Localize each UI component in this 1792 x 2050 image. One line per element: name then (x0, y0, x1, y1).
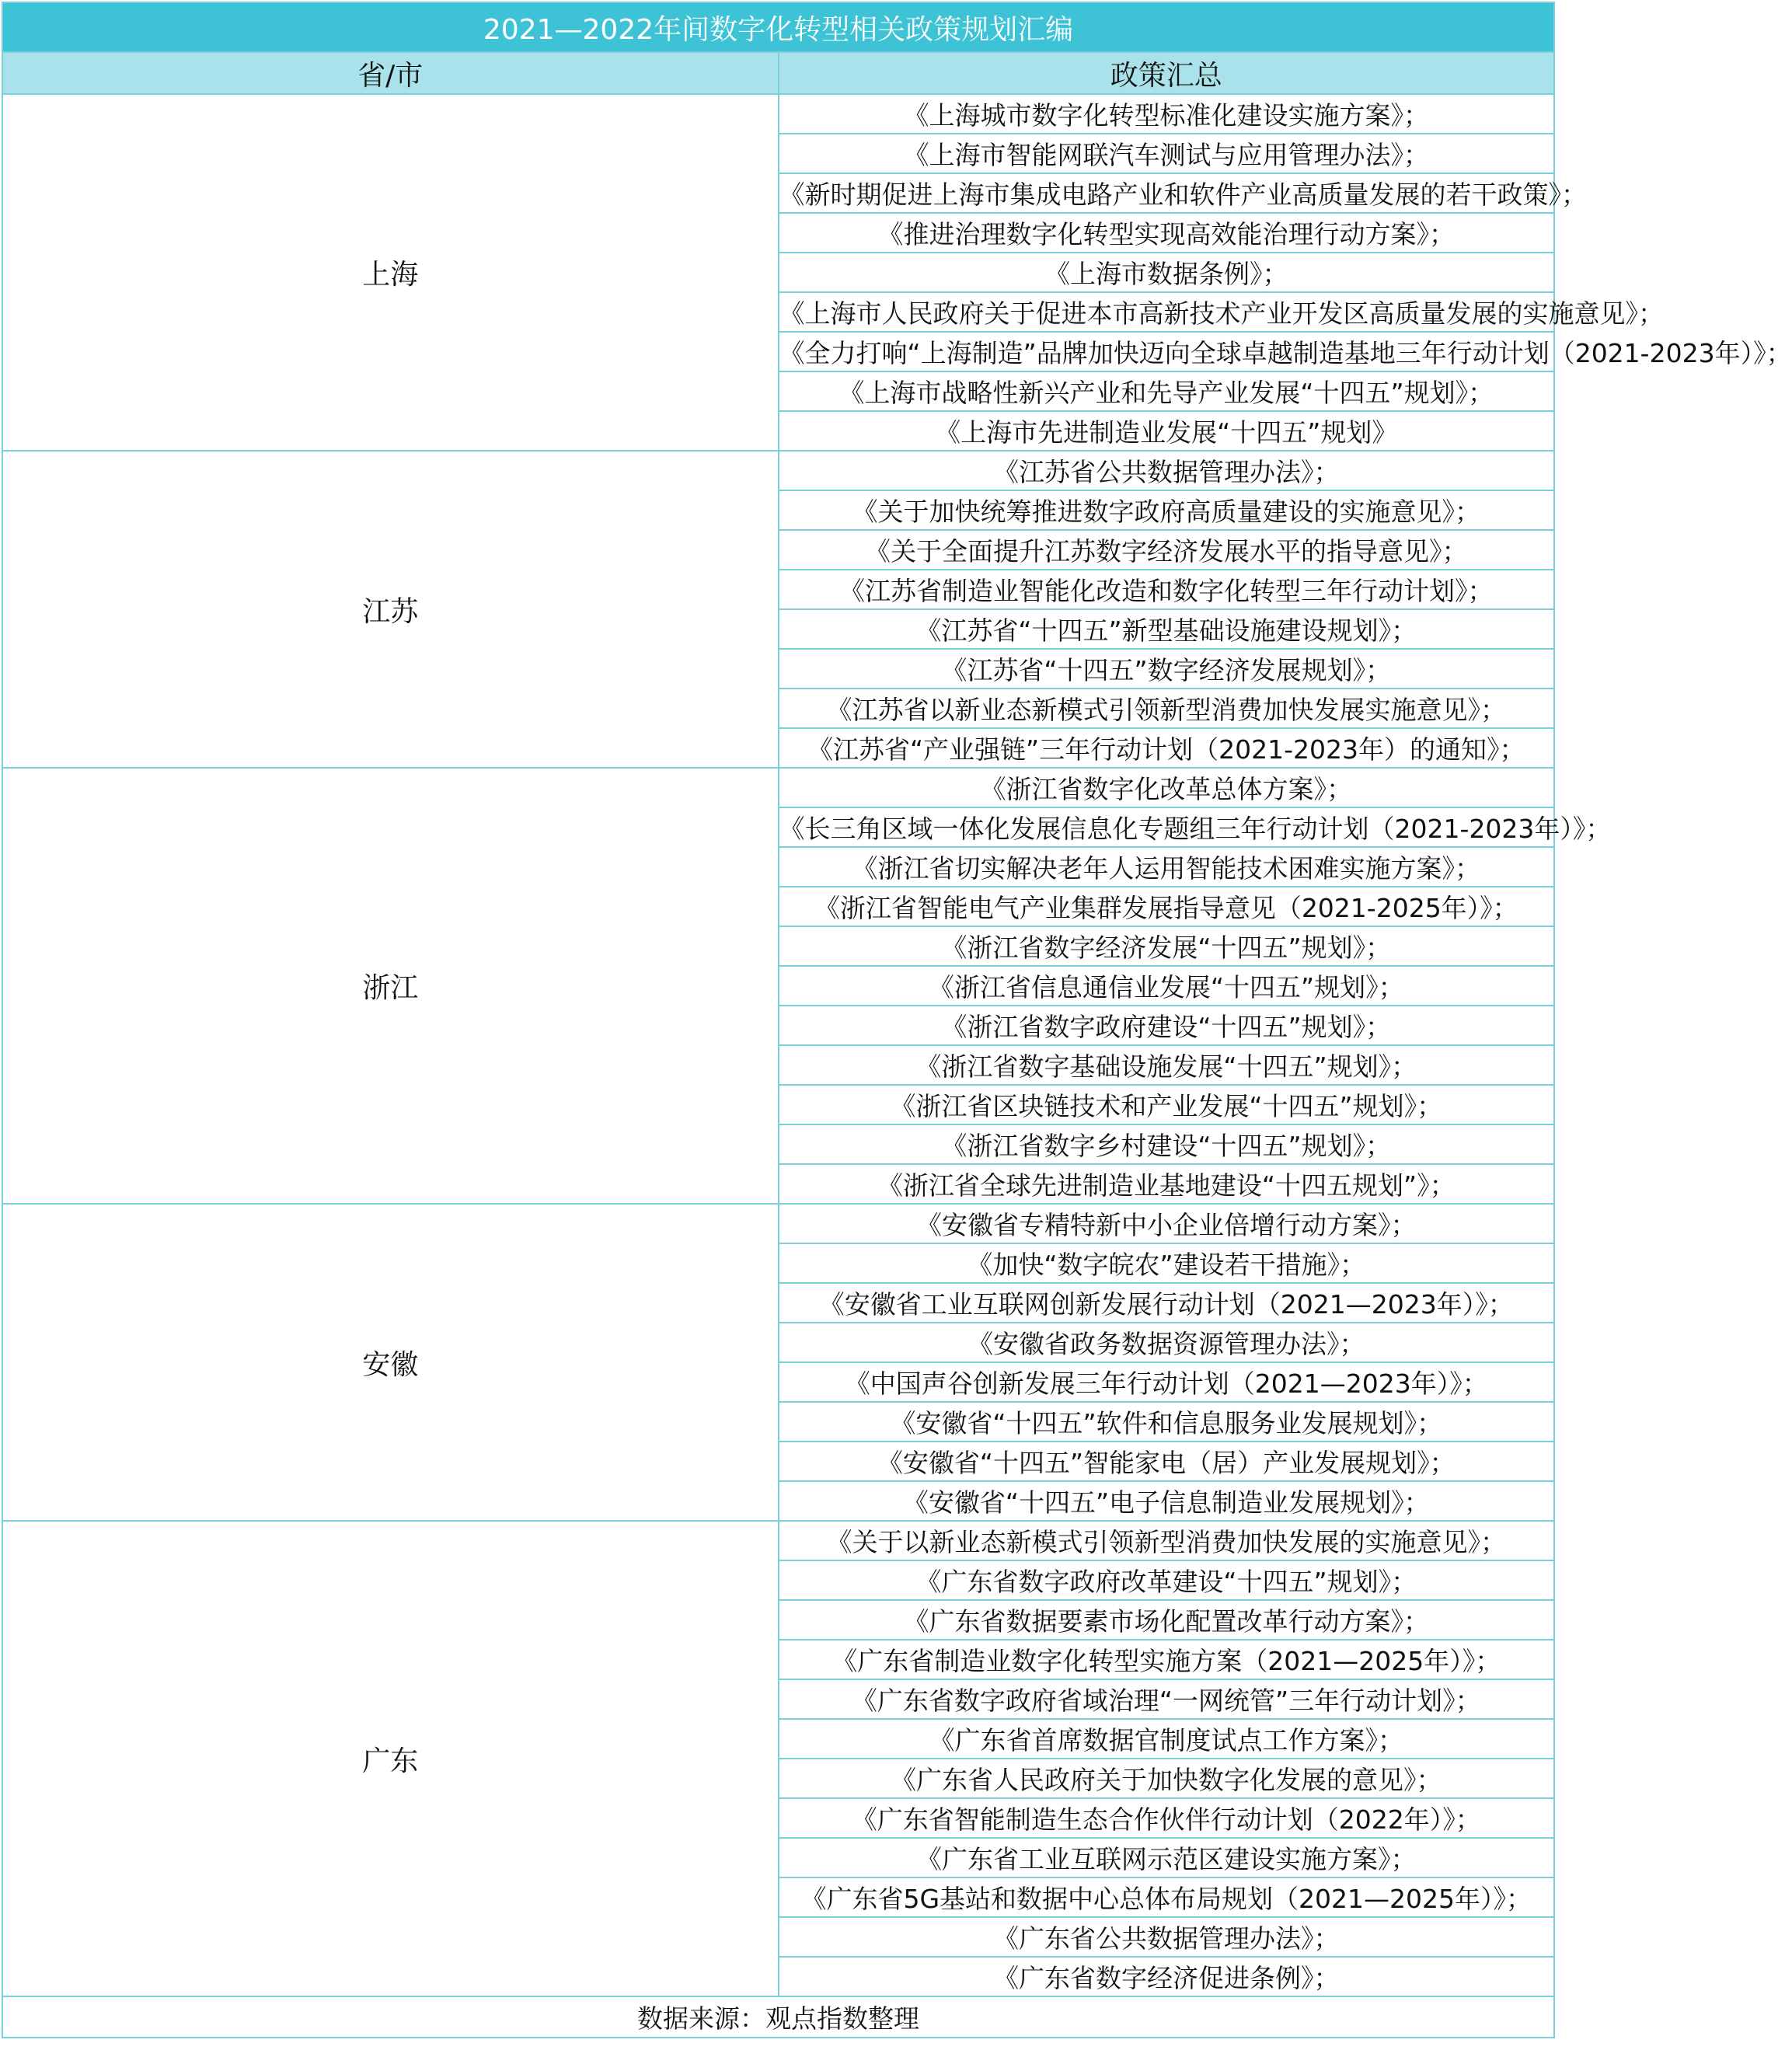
province-cell: 浙江 (2, 768, 779, 1204)
policy-cell: 《推进治理数字化转型实现高效能治理行动方案》； (779, 213, 1555, 253)
policy-cell: 《中国声谷创新发展三年行动计划（2021—2023年）》； (779, 1362, 1555, 1402)
policy-cell: 《浙江省数字乡村建设“十四五”规划》； (779, 1124, 1555, 1164)
policy-cell: 《安徽省“十四五”电子信息制造业发展规划》； (779, 1481, 1555, 1521)
policy-cell: 《江苏省以新业态新模式引领新型消费加快发展实施意见》； (779, 689, 1555, 728)
policy-cell: 《江苏省制造业智能化改造和数字化转型三年行动计划》； (779, 570, 1555, 609)
table-row (2, 768, 1554, 807)
policy-cell: 《加快“数字皖农”建设若干措施》； (779, 1243, 1555, 1283)
province-cell: 广东 (2, 1521, 779, 1996)
data-source-note: 数据来源：观点指数整理 (2, 1996, 1554, 2038)
policy-cell: 《上海市先进制造业发展“十四五”规划》 (779, 411, 1555, 451)
policy-cell: 《广东省制造业数字化转型实施方案（2021—2025年）》； (779, 1640, 1555, 1679)
policy-cell: 《浙江省智能电气产业集群发展指导意见（2021-2025年）》； (779, 887, 1555, 926)
policy-cell: 《关于全面提升江苏数字经济发展水平的指导意见》； (779, 530, 1555, 570)
province-cell: 江苏 (2, 451, 779, 768)
policy-cell: 《广东省数字经济促进条例》； (779, 1957, 1555, 1996)
policy-cell: 《关于加快统筹推进数字政府高质量建设的实施意见》； (779, 490, 1555, 530)
policy-cell: 《浙江省数字基础设施发展“十四五”规划》； (779, 1045, 1555, 1085)
policy-cell: 《关于以新业态新模式引领新型消费加快发展的实施意见》； (779, 1521, 1555, 1560)
policy-cell: 《安徽省“十四五”智能家电（居）产业发展规划》； (779, 1442, 1555, 1481)
policy-cell: 《浙江省数字化改革总体方案》； (779, 768, 1555, 807)
policy-cell: 《安徽省“十四五”软件和信息服务业发展规划》； (779, 1402, 1555, 1442)
policy-cell: 《广东省数据要素市场化配置改革行动方案》； (779, 1600, 1555, 1640)
province-cell: 安徽 (2, 1204, 779, 1521)
policy-cell: 《广东省数字政府改革建设“十四五”规划》； (779, 1560, 1555, 1600)
policy-cell: 《新时期促进上海市集成电路产业和软件产业高质量发展的若干政策》； (779, 173, 1555, 213)
header-province: 省/市 (2, 52, 779, 94)
policy-cell: 《广东省工业互联网示范区建设实施方案》； (779, 1838, 1555, 1877)
policy-table (2, 2, 1792, 2038)
policy-cell: 《安徽省政务数据资源管理办法》； (779, 1323, 1555, 1362)
policy-cell: 《安徽省专精特新中小企业倍增行动方案》； (779, 1204, 1555, 1243)
policy-cell: 《江苏省“十四五”新型基础设施建设规划》； (779, 609, 1555, 649)
policy-cell: 《浙江省数字政府建设“十四五”规划》； (779, 1006, 1555, 1045)
policy-table-container (2, 2, 1792, 2038)
table-row (2, 451, 1554, 490)
policy-cell: 《浙江省全球先进制造业基地建设“十四五规划”》； (779, 1164, 1555, 1204)
policy-cell: 《江苏省“产业强链”三年行动计划（2021-2023年）的通知》； (779, 728, 1555, 768)
policy-cell: 《安徽省工业互联网创新发展行动计划（2021—2023年）》； (779, 1283, 1555, 1323)
policy-cell: 《浙江省信息通信业发展“十四五”规划》； (779, 966, 1555, 1006)
table-row (2, 94, 1554, 134)
policy-cell: 《上海市战略性新兴产业和先导产业发展“十四五”规划》； (779, 371, 1555, 411)
policy-cell: 《浙江省切实解决老年人运用智能技术困难实施方案》； (779, 847, 1555, 887)
policy-cell: 《上海城市数字化转型标准化建设实施方案》； (779, 94, 1555, 134)
policy-cell: 《上海市智能网联汽车测试与应用管理办法》； (779, 134, 1555, 173)
policy-cell: 《广东省智能制造生态合作伙伴行动计划（2022年）》； (779, 1798, 1555, 1838)
header-policies: 政策汇总 (779, 52, 1555, 94)
policy-cell: 《浙江省数字经济发展“十四五”规划》； (779, 926, 1555, 966)
table-title: 2021—2022年间数字化转型相关政策规划汇编 (2, 2, 1554, 52)
policy-cell: 《上海市数据条例》； (779, 253, 1555, 292)
table-body (2, 94, 1792, 1996)
policy-cell: 《浙江省区块链技术和产业发展“十四五”规划》； (779, 1085, 1555, 1124)
policy-cell: 《广东省公共数据管理办法》； (779, 1917, 1555, 1957)
policy-cell: 《广东省数字政府省域治理“一网统管”三年行动计划》； (779, 1679, 1555, 1719)
policy-cell: 《江苏省“十四五”数字经济发展规划》； (779, 649, 1555, 689)
table-row (2, 1204, 1554, 1243)
policy-cell: 《广东省5G基站和数据中心总体布局规划（2021—2025年）》； (779, 1877, 1555, 1917)
policy-cell: 《全力打响“上海制造”品牌加快迈向全球卓越制造基地三年行动计划（2021-2023年）》； (779, 332, 1555, 371)
table-row (2, 1521, 1554, 1560)
policy-cell: 《长三角区域一体化发展信息化专题组三年行动计划（2021-2023年）》； (779, 807, 1555, 847)
policy-cell: 《广东省首席数据官制度试点工作方案》； (779, 1719, 1555, 1759)
policy-cell: 《广东省人民政府关于加快数字化发展的意见》； (779, 1759, 1555, 1798)
province-cell: 上海 (2, 94, 779, 451)
policy-cell: 《上海市人民政府关于促进本市高新技术产业开发区高质量发展的实施意见》； (779, 292, 1555, 332)
policy-cell: 《江苏省公共数据管理办法》； (779, 451, 1555, 490)
